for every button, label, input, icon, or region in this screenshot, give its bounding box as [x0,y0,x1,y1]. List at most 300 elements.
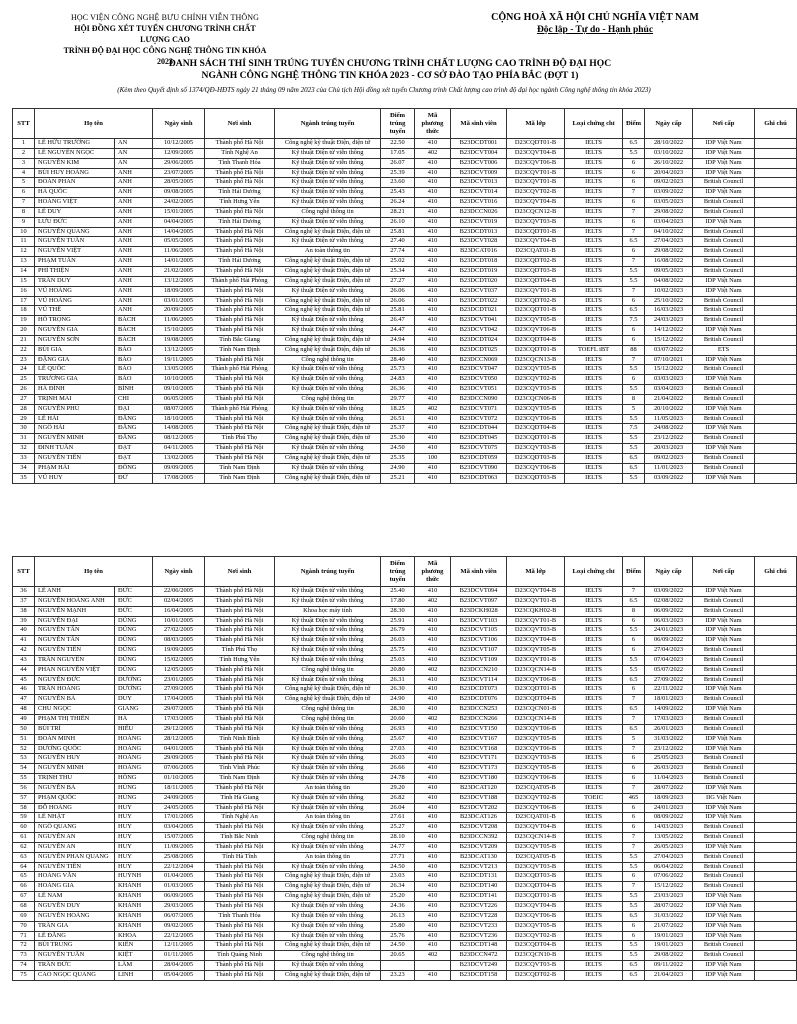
class-cell: D23CQVT05-B [507,734,565,744]
dob-cell: 19/09/2005 [153,646,205,656]
cert-type-cell: IELTS [565,178,623,188]
issuer-cell: British Council [693,247,755,257]
cert-type-cell: IELTS [565,705,623,715]
class-cell: D23CQAT01-B [507,813,565,823]
class-cell: D23CQVT06-B [507,911,565,921]
given-name-cell: BÌNH [115,385,153,395]
birthplace-cell: Tỉnh Hưng Yên [205,655,275,665]
score-cell: 27.40 [381,237,415,247]
cert-score-cell: 6 [623,375,645,385]
stt-cell: 11 [13,237,35,247]
cert-score-cell: 5.5 [623,852,645,862]
issue-date-cell: 05/07/2022 [645,665,693,675]
notes-cell [755,326,797,336]
stt-cell: 26 [13,385,35,395]
major-cell: Khoa học máy tính [275,606,381,616]
score-cell: 27.71 [381,852,415,862]
major-cell: Kỹ thuật Điện tử viễn thông [275,911,381,921]
surname-cell: BÙI GIA [35,345,115,355]
dob-cell: 05/05/2005 [153,237,205,247]
stt-cell: 68 [13,902,35,912]
program-name: TRÌNH ĐỘ ĐẠI HỌC CÔNG NGHỆ THÔNG TIN KHÓA 2023 [63,46,267,66]
issuer-cell: British Council [693,454,755,464]
major-cell: An toàn thông tin [275,783,381,793]
stt-cell: 34 [13,463,35,473]
major-cell: Công nghệ kỹ thuật Điện, điện tử [275,227,381,237]
cert-score-cell: 7 [623,882,645,892]
table-row [13,813,797,823]
score-cell: 23.23 [381,970,415,980]
surname-cell: ĐỖ HOÀNG [35,803,115,813]
student-id-cell: B23DCVT072 [451,414,507,424]
issuer-cell: IDP Việt Nam [693,587,755,597]
method-cell: 410 [415,852,451,862]
score-cell [381,961,415,971]
stt-cell: 20 [13,326,35,336]
major-cell: Công nghệ kỹ thuật Điện, điện tử [275,695,381,705]
class-cell: D23CQDT04-B [507,276,565,286]
class-cell: D23CQVT04-B [507,636,565,646]
dob-cell: 15/10/2005 [153,326,205,336]
surname-cell: TRẦN GIA [35,921,115,931]
cert-score-cell: 7.5 [623,424,645,434]
stt-cell: 72 [13,941,35,951]
given-name-cell: AN [115,158,153,168]
issuer-cell: IDP Việt Nam [693,616,755,626]
header-cert-type: Loại chứng chỉ [565,557,623,587]
birthplace-cell: Thành phố Hà Nội [205,306,275,316]
issue-date-cell: 11/05/2023 [645,414,693,424]
given-name-cell: ANH [115,257,153,267]
score-cell: 23.60 [381,178,415,188]
score-cell: 28.30 [381,606,415,616]
cert-score-cell: 5.5 [623,414,645,424]
dob-cell: 13/12/2005 [153,276,205,286]
issue-date-cell: 21/04/2022 [645,394,693,404]
method-cell: 410 [415,306,451,316]
student-id-cell: B23DCVT202 [451,803,507,813]
birthplace-cell: Tỉnh Thanh Hóa [205,911,275,921]
issue-date-cell: 03/04/2023 [645,217,693,227]
surname-cell: HÀ ĐÌNH [35,385,115,395]
dob-cell: 24/09/2005 [153,793,205,803]
student-id-cell: B23DCVT105 [451,626,507,636]
stt-cell: 57 [13,793,35,803]
dob-cell: 17/04/2005 [153,695,205,705]
stt-cell: 59 [13,813,35,823]
birthplace-cell: Thành phố Hà Nội [205,247,275,257]
score-cell: 26.31 [381,675,415,685]
surname-cell: TRẦN NGUYÊN [35,655,115,665]
notes-cell [755,178,797,188]
table-row [13,188,797,198]
birthplace-cell: Thành phố Hà Nội [205,626,275,636]
score-cell: 27.03 [381,744,415,754]
score-cell: 26.30 [381,685,415,695]
cert-score-cell: 7 [623,714,645,724]
class-cell: D23CQVT06-B [507,774,565,784]
dob-cell: 02/04/2005 [153,596,205,606]
cert-score-cell: 6 [623,158,645,168]
surname-cell: HOÀNG GIA [35,882,115,892]
table-row [13,714,797,724]
dob-cell: 24/02/2005 [153,198,205,208]
table-row [13,626,797,636]
dob-cell: 09/10/2005 [153,385,205,395]
notes-cell [755,355,797,365]
cert-score-cell: 6.5 [623,970,645,980]
birthplace-cell: Thành phố Hà Nội [205,783,275,793]
given-name-cell: AN [115,139,153,149]
issuer-cell: British Council [693,207,755,217]
cert-score-cell: 6 [623,921,645,931]
class-cell: D23CQDT02-B [507,296,565,306]
major-cell: Công nghệ kỹ thuật Điện, điện tử [275,473,381,483]
issuer-cell: British Council [693,306,755,316]
score-cell: 20.65 [381,951,415,961]
student-id-cell: B23DCVT107 [451,646,507,656]
header-method: Mã phương thức [415,109,451,139]
issue-date-cell: 09/11/2022 [645,961,693,971]
issuer-cell: IDP Việt Nam [693,473,755,483]
stt-cell: 41 [13,636,35,646]
cert-score-cell: 6.5 [623,596,645,606]
method-cell: 410 [415,365,451,375]
birthplace-cell: Thành phố Hà Nội [205,444,275,454]
given-name-cell: HUY [115,803,153,813]
issuer-cell: British Council [693,941,755,951]
dob-cell: 29/09/2005 [153,754,205,764]
student-id-cell: B23DCDT013 [451,227,507,237]
method-cell: 410 [415,695,451,705]
issue-date-cell: 21/07/2022 [645,921,693,931]
cert-type-cell: IELTS [565,257,623,267]
header-major: Ngành trúng tuyển [275,109,381,139]
issue-date-cell: 23/12/2022 [645,744,693,754]
dob-cell: 09/02/2005 [153,921,205,931]
surname-cell: LÊ ANH [35,587,115,597]
surname-cell: CAO NGỌC QUANG [35,970,115,980]
notes-cell [755,862,797,872]
class-cell: D23CQVT06-B [507,463,565,473]
surname-cell: NGUYỄN BÁ [35,783,115,793]
table-row [13,902,797,912]
score-cell: 26.51 [381,414,415,424]
dob-cell: 23/07/2005 [153,168,205,178]
cert-type-cell: IELTS [565,833,623,843]
method-cell: 410 [415,764,451,774]
issuer-cell: IDP Việt Nam [693,286,755,296]
birthplace-cell: Thành phố Hà Nội [205,385,275,395]
given-name-cell: LÂM [115,961,153,971]
header-class: Mã lớp [507,557,565,587]
given-name-cell: DŨNG [115,636,153,646]
birthplace-cell: Thành phố Hà Nội [205,675,275,685]
dob-cell: 10/01/2005 [153,616,205,626]
given-name-cell: ANH [115,178,153,188]
student-id-cell: B23DCVT168 [451,744,507,754]
issuer-cell: IDP Việt Nam [693,685,755,695]
birthplace-cell: Thành phố Hải Phòng [205,276,275,286]
surname-cell: NGUYỄN TẤN [35,636,115,646]
notes-cell [755,139,797,149]
table-header-row [13,557,797,587]
cert-type-cell: IELTS [565,473,623,483]
dob-cell: 03/01/2005 [153,296,205,306]
birthplace-cell: Tỉnh Nghệ An [205,148,275,158]
major-cell: Kỹ thuật Điện tử viễn thông [275,921,381,931]
given-name-cell: HUY [115,842,153,852]
cert-type-cell: IELTS [565,335,623,345]
score-cell: 26.36 [381,345,415,355]
cert-score-cell: 5 [623,404,645,414]
birthplace-cell: Thành phố Hà Nội [205,178,275,188]
birthplace-cell: Tỉnh Hà Giang [205,793,275,803]
major-cell: Công nghệ thông tin [275,207,381,217]
stt-cell: 67 [13,892,35,902]
major-cell: Kỹ thuật Điện tử viễn thông [275,655,381,665]
surname-cell: ĐOÀN MINH [35,734,115,744]
stt-cell: 36 [13,587,35,597]
cert-type-cell: IELTS [565,404,623,414]
issuer-cell: British Council [693,695,755,705]
header-name: Họ tên [35,109,153,139]
surname-cell: NGUYỄN VIỆT [35,247,115,257]
cert-type-cell: IELTS [565,158,623,168]
method-cell: 410 [415,178,451,188]
student-id-cell: B23DCVT171 [451,754,507,764]
major-cell: Công nghệ kỹ thuật Điện, điện tử [275,306,381,316]
given-name-cell: DŨNG [115,665,153,675]
method-cell: 410 [415,375,451,385]
cert-score-cell: 5.5 [623,665,645,675]
given-name-cell: HUY [115,862,153,872]
header-notes: Ghi chú [755,557,797,587]
given-name-cell: ANH [115,227,153,237]
notes-cell [755,931,797,941]
cert-score-cell: 5.5 [623,473,645,483]
method-cell: 410 [415,414,451,424]
method-cell: 410 [415,862,451,872]
stt-cell: 65 [13,872,35,882]
issuer-cell: British Council [693,596,755,606]
class-cell: D23CQDT04-B [507,941,565,951]
cert-type-cell: IELTS [565,970,623,980]
given-name-cell: BÁCH [115,335,153,345]
cert-score-cell: 8 [623,394,645,404]
surname-cell: NGUYỄN KIM [35,158,115,168]
score-cell: 20.80 [381,665,415,675]
student-id-cell: B23DCDT018 [451,257,507,267]
dob-cell: 06/09/2005 [153,892,205,902]
issue-date-cell: 03/03/2023 [645,375,693,385]
student-id-cell: B23DCVT150 [451,724,507,734]
birthplace-cell: Thành phố Hà Nội [205,862,275,872]
cert-score-cell: 6 [623,217,645,227]
score-cell: 24.83 [381,375,415,385]
cert-type-cell: IELTS [565,931,623,941]
issuer-cell: IDP Việt Nam [693,139,755,149]
notes-cell [755,587,797,597]
class-cell: D23CQCN13-B [507,355,565,365]
class-cell: D23CQVT01-B [507,655,565,665]
class-cell: D23CQVT05-B [507,842,565,852]
score-cell: 25.80 [381,921,415,931]
issue-date-cell: 09/05/2023 [645,266,693,276]
surname-cell: BÙI TRUNG [35,941,115,951]
notes-cell [755,734,797,744]
stt-cell: 16 [13,286,35,296]
cert-type-cell: IELTS [565,217,623,227]
issue-date-cell: 15/12/2022 [645,335,693,345]
table-row [13,606,797,616]
stt-cell: 66 [13,882,35,892]
method-cell: 410 [415,385,451,395]
table-row [13,695,797,705]
table-row [13,326,797,336]
student-id-cell: B23DCDT158 [451,970,507,980]
class-cell: D23CQVT06-B [507,158,565,168]
given-name-cell: HOÀNG [115,764,153,774]
document-title-line2: NGÀNH CÔNG NGHỆ THÔNG TIN KHÓA 2023 - CƠ SỞ ĐÀO TẠO PHÍA BẮC (ĐỢT 1) [201,70,579,81]
class-cell: D23CQVT06-B [507,414,565,424]
issuer-cell: IDP Việt Nam [693,705,755,715]
class-cell: D23CQVT05-B [507,646,565,656]
issuer-cell: British Council [693,882,755,892]
issue-date-cell: 20/04/2023 [645,168,693,178]
surname-cell: VŨ HOÀNG [35,286,115,296]
issuer-cell: British Council [693,714,755,724]
method-cell: 410 [415,227,451,237]
surname-cell: NGUYỄN TUẤN [35,951,115,961]
notes-cell [755,685,797,695]
given-name-cell: KHÁNH [115,902,153,912]
major-cell: Kỹ thuật Điện tử viễn thông [275,596,381,606]
method-cell: 410 [415,616,451,626]
cert-score-cell: 6.5 [623,724,645,734]
notes-cell [755,404,797,414]
issue-date-cell: 31/03/2022 [645,734,693,744]
student-id-cell: B23DCDT024 [451,335,507,345]
notes-cell [755,842,797,852]
method-cell: 410 [415,921,451,931]
header-cert-score: Điểm [623,109,645,139]
stt-cell: 74 [13,961,35,971]
given-name-cell: ANH [115,198,153,208]
major-cell: Công nghệ kỹ thuật Điện, điện tử [275,970,381,980]
class-cell: D23CQVT02-B [507,188,565,198]
dob-cell: 22/06/2005 [153,587,205,597]
notes-cell [755,774,797,784]
document-title-line1: DANH SÁCH THÍ SINH TRÚNG TUYỂN CHƯƠNG TRÌNH CHẤT LƯỢNG CAO TRÌNH ĐỘ ĐẠI HỌC [168,58,612,69]
issuer-cell: British Council [693,774,755,784]
cert-type-cell: IELTS [565,754,623,764]
birthplace-cell: Thành phố Hà Nội [205,296,275,306]
major-cell: Công nghệ kỹ thuật Điện, điện tử [275,276,381,286]
class-cell: D23CQDT01-B [507,227,565,237]
surname-cell: LÊ ĐĂNG [35,931,115,941]
method-cell: 402 [415,404,451,414]
dob-cell: 13/12/2005 [153,345,205,355]
table-row [13,636,797,646]
birthplace-cell: Thành phố Hà Nội [205,606,275,616]
score-cell: 24.94 [381,335,415,345]
table-row [13,316,797,326]
student-id-cell: B23DCCN266 [451,714,507,724]
student-id-cell: B23DCVT051 [451,385,507,395]
stt-cell: 47 [13,695,35,705]
issue-date-cell: 09/02/2023 [645,454,693,464]
student-id-cell: B23DCDT021 [451,306,507,316]
issuer-cell: IDP Việt Nam [693,636,755,646]
class-cell: D23CQDT02-B [507,970,565,980]
class-cell: D23CQVT02-B [507,375,565,385]
birthplace-cell: Tỉnh Hưng Yên [205,198,275,208]
class-cell: D23CQKH02-B [507,606,565,616]
class-cell: D23CQDT01-B [507,434,565,444]
given-name-cell: ANH [115,276,153,286]
issue-date-cell: 29/08/2022 [645,247,693,257]
student-id-cell: B23DCVT167 [451,734,507,744]
dob-cell: 01/04/2005 [153,872,205,882]
dob-cell: 19/08/2005 [153,335,205,345]
cert-type-cell: IELTS [565,685,623,695]
stt-cell: 58 [13,803,35,813]
table-row [13,335,797,345]
issuer-cell: British Council [693,178,755,188]
cert-type-cell: IELTS [565,286,623,296]
surname-cell: HOÀNG VĂN [35,872,115,882]
major-cell: Kỹ thuật Điện tử viễn thông [275,414,381,424]
dob-cell: 29/12/2005 [153,724,205,734]
admission-table-1 [12,108,797,484]
major-cell: Kỹ thuật Điện tử viễn thông [275,823,381,833]
cert-score-cell: 5.5 [623,655,645,665]
notes-cell [755,266,797,276]
dob-cell: 11/06/2005 [153,247,205,257]
issue-date-cell: 02/08/2022 [645,596,693,606]
dob-cell: 16/04/2005 [153,606,205,616]
surname-cell: PHÍ THIỆN [35,266,115,276]
score-cell: 24.90 [381,695,415,705]
given-name-cell: ANH [115,296,153,306]
birthplace-cell: Thành phố Hà Nội [205,695,275,705]
student-id-cell: B23DCVT075 [451,444,507,454]
stt-cell: 52 [13,744,35,754]
birthplace-cell: Thành phố Hà Nội [205,424,275,434]
notes-cell [755,724,797,734]
birthplace-cell: Thành phố Hà Nội [205,872,275,882]
issue-date-cell: 11/04/2023 [645,774,693,784]
issuer-cell: IDP Việt Nam [693,375,755,385]
issuer-cell: IDP Việt Nam [693,404,755,414]
table-row [13,803,797,813]
cert-score-cell: 6 [623,247,645,257]
issue-date-cell: 19/01/2023 [645,941,693,951]
birthplace-cell: Thành phố Hà Nội [205,754,275,764]
surname-cell: NGUYỄN PHÚ [35,404,115,414]
surname-cell: TRƯƠNG GIA [35,375,115,385]
issuer-cell: IDP Việt Nam [693,931,755,941]
score-cell: 25.35 [381,454,415,464]
birthplace-cell: Thành phố Hà Nội [205,823,275,833]
cert-type-cell: IELTS [565,434,623,444]
stt-cell: 6 [13,188,35,198]
table-row [13,266,797,276]
header-class: Mã lớp [507,109,565,139]
stt-cell: 63 [13,852,35,862]
cert-score-cell: 7.5 [623,316,645,326]
